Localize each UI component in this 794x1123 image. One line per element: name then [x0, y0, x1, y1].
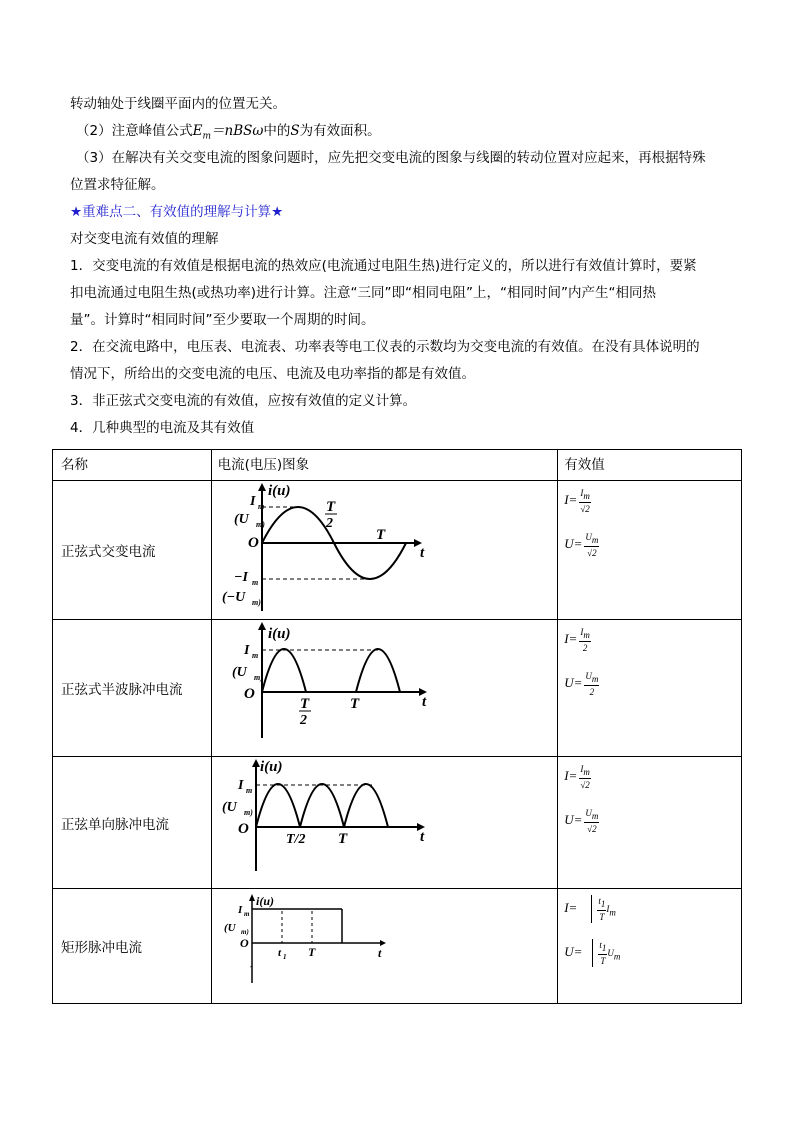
half-wave-graph	[212, 620, 552, 752]
table-row	[53, 889, 742, 1004]
label-im: I	[237, 778, 244, 793]
label-t1: t	[277, 947, 281, 959]
formula-i: I= $\frac{I_m}{√2}$	[564, 488, 590, 514]
label-im: I	[237, 904, 242, 916]
y-axis-arrow	[258, 622, 266, 630]
graph-cell	[211, 757, 558, 889]
svg-text:m: m	[245, 786, 252, 795]
label-im: I	[249, 494, 256, 509]
svg-text:m: m	[251, 578, 258, 587]
origin-label: O	[247, 535, 259, 551]
label-T-half-num: T	[325, 499, 335, 515]
label-t1-sub: 1	[282, 953, 287, 961]
label-um: (U	[223, 922, 236, 934]
formula-u: U= $\frac{U_m}{√2}$	[564, 808, 599, 834]
label-um: (U	[221, 800, 237, 815]
paragraph-3: 3．非正弦式交变电流的有效值，应按有效值的定义计算。	[70, 393, 417, 409]
row-name: 正弦式交变电流	[53, 481, 212, 620]
section-heading: ★重难点二、有效值的理解与计算★	[70, 204, 284, 220]
sine-ac-graph	[212, 481, 552, 615]
label-T-half-den: 2	[325, 516, 333, 531]
axis-label-i-u: i(u)	[267, 483, 291, 499]
paragraph-2b: 情况下，所给出的交变电流的电压、电流及电功率指的都是有效值。	[70, 366, 475, 382]
rect-pulse-graph	[212, 889, 552, 999]
paragraph-peak-formula: （2）注意峰值公式$E_m=nBS\omega$中的S为有效面积。	[76, 123, 381, 142]
label-um: (U	[233, 512, 249, 527]
value-cell	[558, 481, 742, 620]
paragraph-4: 4．几种典型的电流及其有效值	[70, 420, 255, 436]
svg-text:m): m)	[240, 928, 249, 936]
graph-cell	[211, 620, 558, 757]
label-im: I	[243, 643, 250, 658]
graph-cell	[211, 481, 558, 620]
svg-text:m): m)	[253, 673, 263, 682]
paragraph-graph-tip-a: （3）在解决有关交变电流的图象问题时，应先把交变电流的图象与线圈的转动位置对应起来，再根据特殊	[76, 150, 706, 166]
origin-label: O	[243, 686, 255, 702]
table-row	[53, 757, 742, 889]
label-T-over-2: T/2	[285, 832, 306, 847]
value-cell	[558, 889, 742, 1004]
sub-heading: 对交变电流有效值的理解	[70, 231, 219, 247]
label-t: t	[419, 829, 424, 845]
axis-label-i-u: i(u)	[259, 759, 283, 775]
origin-label: O	[237, 821, 249, 837]
paragraph-graph-tip-b: 位置求特征解。	[70, 177, 165, 193]
svg-text:m: m	[243, 910, 250, 918]
effective-value-table	[52, 449, 742, 1004]
svg-text:m: m	[257, 502, 264, 511]
half-wave-2	[356, 649, 400, 692]
svg-text:m: m	[251, 651, 258, 660]
formula-u: U= $\frac{t_1}{T}$ $U_m$	[564, 940, 621, 966]
svg-text:m): m)	[243, 808, 253, 817]
table-row	[53, 481, 742, 620]
formula-i: I= $\frac{t_1}{T}$ $I_m$	[564, 896, 616, 922]
table-header-row	[53, 450, 742, 481]
table-row	[53, 620, 742, 757]
half-wave-1	[262, 649, 306, 692]
rectified-curve	[256, 784, 388, 827]
label-t: t	[419, 545, 424, 561]
label-T-half-den: 2	[299, 713, 307, 728]
y-axis-arrow	[258, 483, 266, 491]
value-cell	[558, 620, 742, 757]
row-name: 正弦单向脉冲电流	[53, 757, 212, 889]
formula-u: U= $\frac{U_m}{√2}$	[564, 532, 599, 558]
header-value: 有效值	[558, 450, 742, 481]
row-name: 正弦式半波脉冲电流	[53, 620, 212, 757]
label-T-half-num: T	[299, 696, 309, 712]
axis-label-i-u: i(u)	[255, 894, 274, 908]
graph-cell	[211, 889, 558, 1004]
formula-i: I= $\frac{I_m}{√2}$	[564, 764, 590, 790]
formula-u: U= $\frac{U_m}{2}$	[564, 671, 599, 697]
label-T: T	[307, 945, 315, 959]
svg-text:m): m)	[255, 520, 265, 529]
label-t: t	[377, 946, 381, 960]
label-neg-im: −I	[233, 570, 248, 585]
axis-label-i-u: i(u)	[267, 626, 291, 642]
paragraph-1a: 1．交变电流的有效值是根据电流的热效应(电流通过电阻生热)进行定义的，所以进行有效值计算时，要紧	[70, 258, 697, 274]
label-T: T	[375, 527, 385, 543]
axis-tick: -	[249, 962, 253, 971]
paragraph-1b: 扣电流通过电阻生热(或热功率)进行计算。注意“三同”即“相同电阻”上，“相同时间”内产生“相同热	[70, 285, 656, 301]
paragraph-1c: 量”。计算时“相同时间”至少要取一个周期的时间。	[70, 312, 375, 328]
paragraph-2a: 2．在交流电路中，电压表、电流表、功率表等电工仪表的示数均为交变电流的有效值。在没有具体说明的	[70, 339, 700, 355]
svg-text:m): m)	[251, 598, 261, 607]
y-axis-arrow	[252, 759, 260, 767]
header-name: 名称	[53, 450, 212, 481]
paragraph-rotation-axis: 转动轴处于线圈平面内的位置无关。	[70, 96, 286, 112]
formula-i: I= $\frac{I_m}{2}$	[564, 627, 590, 653]
label-T: T	[349, 696, 359, 712]
label-um: (U	[231, 665, 247, 680]
origin-label: O	[239, 936, 249, 950]
header-graph: 电流(电压)图象	[211, 450, 558, 481]
row-name: 矩形脉冲电流	[53, 889, 212, 1004]
full-wave-graph	[212, 757, 552, 884]
value-cell	[558, 757, 742, 889]
label-neg-um: (−U	[221, 590, 245, 605]
label-t: t	[421, 694, 426, 710]
y-axis-arrow	[249, 894, 255, 901]
label-T: T	[337, 831, 347, 847]
